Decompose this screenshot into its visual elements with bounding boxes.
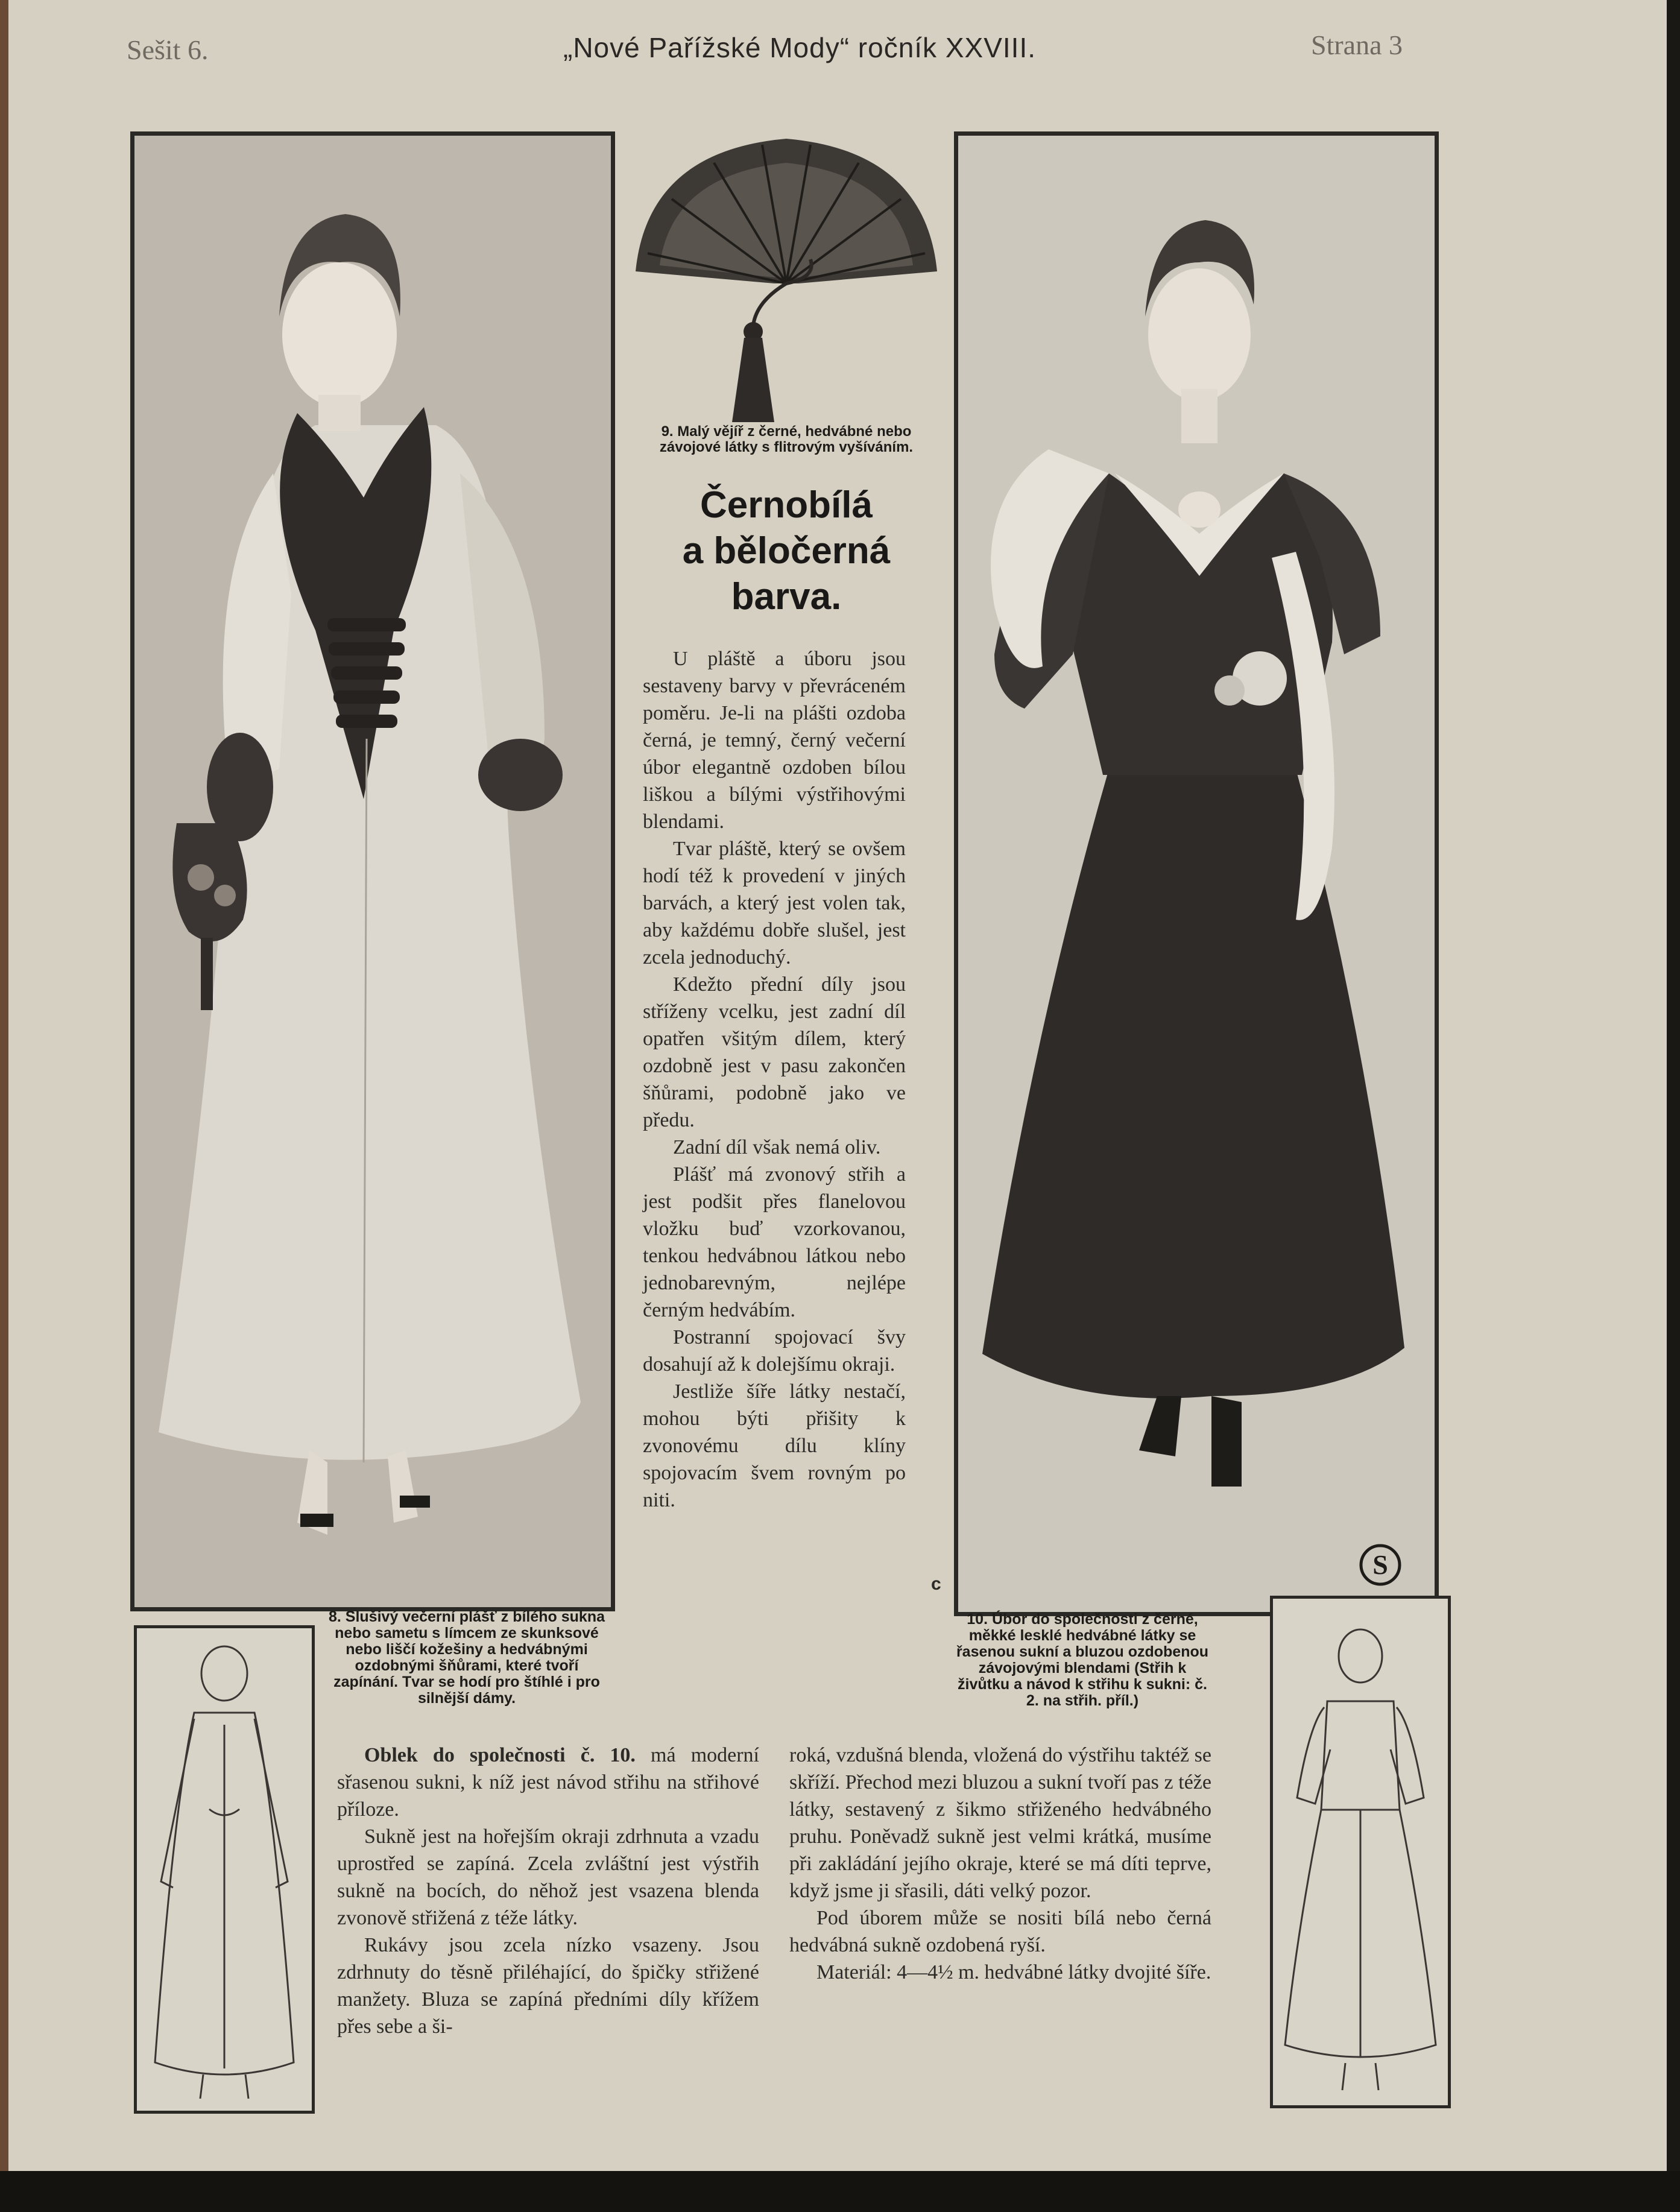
coat-back-view-frame	[134, 1625, 315, 2114]
artist-signature: S	[1372, 1549, 1388, 1580]
bottom-left-column	[337, 1742, 759, 2040]
fan-caption: 9. Malý vějíř z černé, hedvábné nebo závojové látky s flitrovým vyšíváním.	[659, 423, 914, 455]
bottom-right-paragraph: Materiál: 4—4½ m. hedvábné látky dvojité šíře.	[816, 1961, 1211, 1983]
fan-illustration	[624, 133, 949, 422]
header-magazine-title: „Nové Pařížské Mody“ ročník XXVIII.	[563, 32, 1037, 63]
article-paragraph: Postranní spojovací švy dosahují až k dolejšímu okraji.	[643, 1326, 906, 1376]
article-paragraph: Kdežto přední díly jsou stříženy vcelku, jest zadní díl opatřen všitým dílem, který ozdobně jest v pasu zakončen šňůrami, podobně jako ve předu.	[643, 973, 906, 1131]
title-line-3: barva.	[731, 576, 842, 618]
coat-illustration-frame	[130, 131, 615, 1611]
dress-illustration	[958, 136, 1435, 1612]
bottom-right-column	[789, 1742, 1211, 1986]
coat-illustration	[134, 136, 611, 1607]
magazine-page	[8, 0, 1667, 2171]
article-paragraph: Tvar pláště, který se ovšem hodí též k provedení v jiných barvách, a který jest volen tak, aby každému dobře slušel, jest zcela jednoduchý.	[643, 838, 906, 969]
article-paragraph: Jestliže šíře látky nestačí, mohou býti přišity k zvonovému dílu klíny spojovacím švem rovným po niti.	[643, 1380, 906, 1511]
dress-figure-mark: c	[931, 1574, 941, 1594]
article-body	[643, 645, 906, 1514]
title-line-2: a běločerná	[682, 530, 891, 572]
header-issue: Sešit 6.	[127, 34, 209, 65]
article-paragraph: Zadní díl však nemá oliv.	[673, 1136, 881, 1158]
article-paragraph: Plášť má zvonový střih a jest podšit přes flanelovou vložku buď vzorkovanou, tenkou hedvábnou látkou nebo jednobarevným, nejlépe černým hedvábím.	[643, 1163, 906, 1321]
article-title	[636, 482, 937, 620]
bottom-left-paragraph: Rukávy jsou zcela nízko vsazeny. Jsou zdrhnuty do těsně přiléhající, do špičky střižené manžety. Bluza se zapíná předními díly křížem přes sebe a ši-	[337, 1934, 759, 2038]
book-binding	[0, 0, 8, 2171]
dress-caption: 10. Úbor do společnosti z černé, měkké lesklé hedvábné látky se řasenou sukní a bluzou ozdobenou závojovými blendami (Střih k živůtku a návod k střihu k sukni: č. 2. na střih. příl.)	[956, 1611, 1209, 1709]
dress-back-view-sketch	[1273, 1599, 1448, 2105]
coat-back-view-sketch	[137, 1628, 312, 2111]
scan-border-bottom	[0, 2171, 1680, 2212]
bottom-left-paragraph: Sukně jest na hořejším okraji zdrhnuta a vzadu uprostřed se zapíná. Zcela zvláštní jest výstřih sukně na bocích, do něhož jest vsazena blenda zvonově střižená z téže látky.	[337, 1825, 759, 1929]
dress-illustration-frame	[954, 131, 1439, 1616]
header-page-number: Strana 3	[1311, 30, 1403, 60]
bottom-right-continuation: roká, vzdušná blenda, vložená do výstřihu taktéž se skříží. Přechod mezi bluzou a sukní tvoří pas z téže látky, sestavený z šikmo střiženého hedvábného pruhu. Poněvadž sukně jest velmi krátká, musíme při zakládání jejího okraje, které se má díti teprve, když jsme ji sřasili, dáti velký pozor.	[789, 1744, 1211, 1902]
dress-back-view-frame	[1270, 1596, 1451, 2108]
bottom-left-lead-rest: má moderní sřasenou sukni, k níž jest návod střihu na střihové příloze.	[337, 1744, 760, 1821]
bottom-left-lead-bold: Oblek do společnosti č. 10.	[364, 1744, 636, 1766]
bottom-left-lead	[337, 1742, 759, 1823]
title-line-1: Černobílá	[700, 484, 873, 526]
article-paragraph: U pláště a úboru jsou sestaveny barvy v převráceném poměru. Je-li na plášti ozdoba černá, je temný, černý večerní úbor elegantně ozdoben bílou liškou a bílými výstřihovými blendami.	[643, 648, 906, 833]
coat-caption: 8. Slušivý večerní plášť z bílého sukna nebo sametu s límcem ze skunksové nebo liščí kožešiny a hedvábnými ozdobnými šňůrami, které tvoří zapínání. Tvar se hodí pro štíhlé i pro silnější dámy.	[329, 1608, 605, 1707]
bottom-right-paragraph: Pod úborem může se nositi bílá nebo černá hedvábná sukně ozdobená ryší.	[789, 1907, 1211, 1956]
